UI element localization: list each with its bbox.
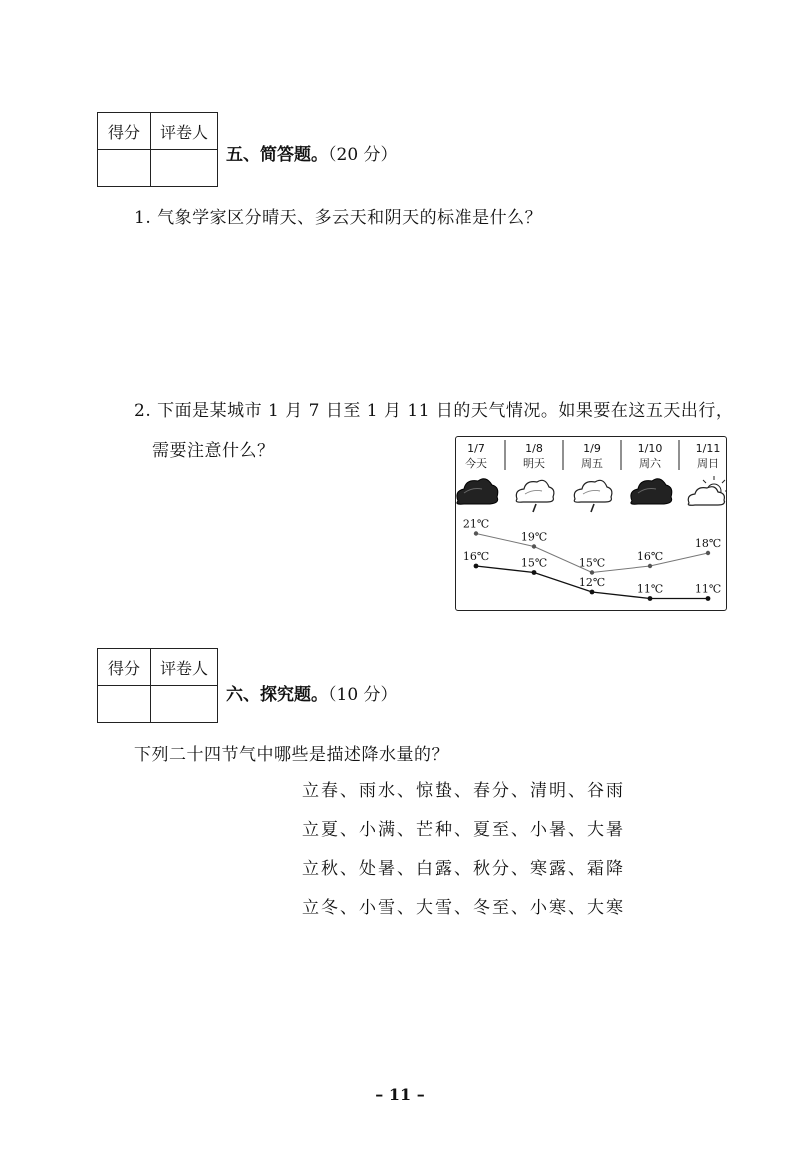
day-date: 1/8 <box>525 442 543 455</box>
high-temp-point <box>648 564 652 568</box>
low-temp-point <box>590 590 595 595</box>
section6-title: 六、探究题。 <box>226 685 328 705</box>
high-temp-label: 19℃ <box>520 530 548 544</box>
solar-terms-row: 立春、雨水、惊蛰、春分、清明、谷雨 <box>302 781 625 801</box>
high-temp-point <box>532 544 536 548</box>
section5-title: 五、简答题。 <box>226 145 328 165</box>
section5-points: （20 分） <box>328 145 398 165</box>
section6-question: 下列二十四节气中哪些是描述降水量的？ <box>134 745 449 765</box>
high-temp-label: 15℃ <box>578 556 606 570</box>
high-temp-point <box>706 551 710 555</box>
low-temp-label: 15℃ <box>520 556 548 570</box>
day-date: 1/7 <box>467 442 485 455</box>
day-label: 今天 <box>465 457 487 470</box>
solar-terms-row: 立秋、处暑、白露、秋分、寒露、霜降 <box>302 859 625 879</box>
rain-cloud-icon <box>574 480 612 512</box>
day-date: 1/9 <box>583 442 601 455</box>
weather-forecast-panel <box>455 436 727 611</box>
day-label: 周日 <box>697 457 719 470</box>
cloud-dark-icon <box>631 479 672 504</box>
day-date: 1/10 <box>637 442 663 455</box>
score-label: 得分 <box>98 649 151 686</box>
low-temp-point <box>474 564 479 569</box>
high-temp-label: 16℃ <box>636 550 664 563</box>
question-2-line1: 2. 下面是某城市 1 月 7 日至 1 月 11 日的天气情况。如果要在这五天出行， <box>134 401 734 421</box>
score-label: 得分 <box>98 113 151 150</box>
section6-heading <box>226 680 398 705</box>
page-number: – 11 – <box>375 1085 425 1104</box>
score-box-section6 <box>97 648 218 723</box>
weather-chart <box>456 437 726 610</box>
low-temp-label: 12℃ <box>578 576 606 589</box>
cloud-dark-icon <box>457 479 498 504</box>
section6-points: （10 分） <box>328 685 398 705</box>
day-label: 周五 <box>581 457 603 470</box>
low-temp-point <box>532 570 537 575</box>
grader-label: 评卷人 <box>151 649 218 686</box>
grader-label: 评卷人 <box>151 113 218 150</box>
score-box-section5 <box>97 112 218 187</box>
day-label: 明天 <box>523 457 545 470</box>
low-temp-point <box>706 596 711 601</box>
high-temp-label: 18℃ <box>694 537 722 550</box>
question-1: 1. 气象学家区分晴天、多云天和阴天的标准是什么？ <box>134 208 543 228</box>
sun-cloud-icon <box>688 476 726 505</box>
grader-cell[interactable] <box>151 150 218 187</box>
high-temp-label: 21℃ <box>462 517 490 531</box>
low-temp-label: 11℃ <box>636 582 664 596</box>
grader-cell[interactable] <box>151 686 218 723</box>
rain-cloud-icon <box>516 480 554 512</box>
question-2-line2: 需要注意什么？ <box>152 441 275 461</box>
day-label: 周六 <box>639 457 661 470</box>
day-date: 1/11 <box>695 442 721 455</box>
score-cell[interactable] <box>98 686 151 723</box>
solar-terms-list <box>302 772 625 928</box>
low-temp-label: 11℃ <box>694 582 722 596</box>
high-temp-point <box>590 570 594 574</box>
solar-terms-row: 立夏、小满、芒种、夏至、小暑、大暑 <box>302 820 625 840</box>
low-temp-point <box>648 596 653 601</box>
score-cell[interactable] <box>98 150 151 187</box>
high-temp-point <box>474 531 478 535</box>
solar-terms-row: 立冬、小雪、大雪、冬至、小寒、大寒 <box>302 898 625 918</box>
low-temp-label: 16℃ <box>462 550 490 563</box>
section5-heading <box>226 140 398 165</box>
